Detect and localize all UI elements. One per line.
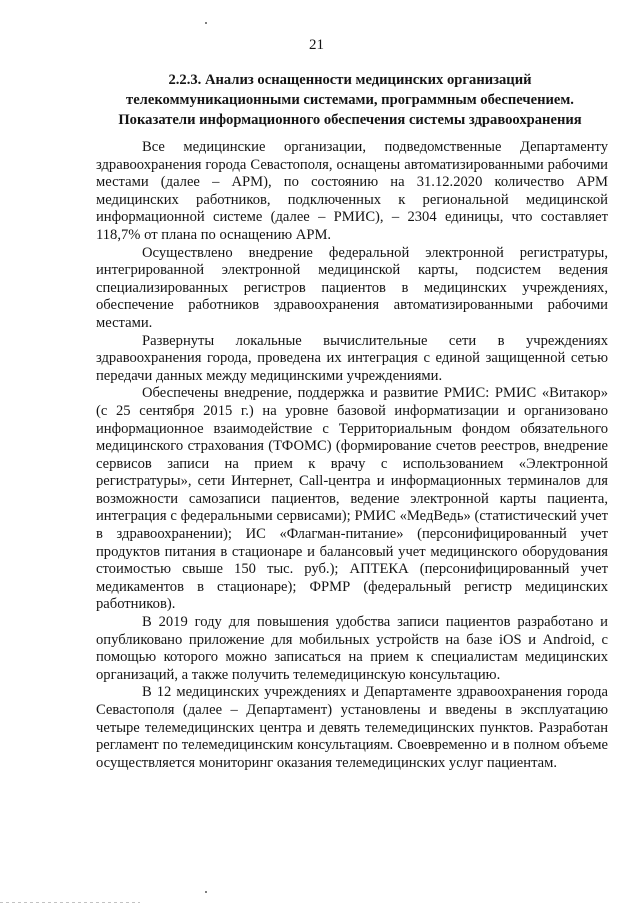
body-text	[96, 139, 608, 772]
paragraph-2: Осуществлено внедрение федеральной электронной регистратуры, интегрированной электронной медицинской карты, подсистем ведения специализированных регистров пациентов в медицинских учреждениях, обеспечение работников здравоохранения автоматизированными рабочими местами.	[96, 244, 608, 331]
heading-line-3: Показатели информационного обеспечения системы здравоохранения	[118, 112, 582, 128]
paragraph-5: В 2019 году для повышения удобства записи пациентов разработано и опубликовано приложение для мобильных устройств на базе iOS и Android, с помощью которого можно записаться на прием к специалистам медицинских организаций, а также получить телемедицинскую консультацию.	[96, 614, 608, 683]
paragraph-4: Обеспечены внедрение, поддержка и развитие РМИС: РМИС «Витакор» (с 25 сентября 2015 г.) на уровне базовой информатизации и организовано информационное взаимодействие с Территориальным фондом обязательного медицинского страхования (ТФОМС) (формирование счетов реестров, внедрение сервисов записи на прием к врачу с использованием «Электронной регистратуры», сети Интернет, Call-центра и информационных терминалов для возможности самозаписи пациентов, ведение электронной карты пациента, интеграция с федеральными сервисами); РМИС «МедВедь» (статистический учет в здравоохранении); ИС «Флагман-питание» (персонифицированный учет продуктов питания в стационаре и балансовый учет медицинского оборудования стоимостью свыше 150 тыс. руб.); АПТЕКА (персонифицированный учет медикаментов в стационаре); ФРМР (федеральный регистр медицинских работников).	[96, 385, 608, 613]
page-number: 21	[309, 37, 324, 53]
paragraph-3: Развернуты локальные вычислительные сети в учреждениях здравоохранения города, проведена их интеграция с единой защищенной сетью передачи данных между медицинскими учреждениями.	[96, 332, 608, 384]
section-heading	[95, 70, 605, 130]
scan-artifact-line	[0, 902, 140, 903]
scan-speck	[205, 22, 207, 24]
paragraph-6: В 12 медицинских учреждениях и Департаменте здравоохранения города Севастополя (далее – Департамент) установлены и введены в эксплуатацию четыре телемедицинских центра и девять телемедицинских пунктов. Разработан регламент по телемедицинским консультациям. Своевременно и в полном объеме осуществляется мониторинг оказания телемедицинских услуг пациентам.	[96, 684, 608, 771]
paragraph-1: Все медицинские организации, подведомственные Департаменту здравоохранения города Севастополя, оснащены автоматизированными рабочими местами (далее – АРМ), по состоянию на 31.12.2020 количество АРМ медицинских работников, подключенных к региональной медицинской информационной системе (далее – РМИС), – 2304 единицы, что составляет 118,7% от плана по оснащению АРМ.	[96, 139, 608, 243]
heading-line-1: 2.2.3. Анализ оснащенности медицинских организаций	[168, 72, 532, 88]
heading-line-2: телекоммуникационными системами, программным обеспечением.	[126, 92, 574, 108]
scan-speck	[205, 891, 207, 893]
